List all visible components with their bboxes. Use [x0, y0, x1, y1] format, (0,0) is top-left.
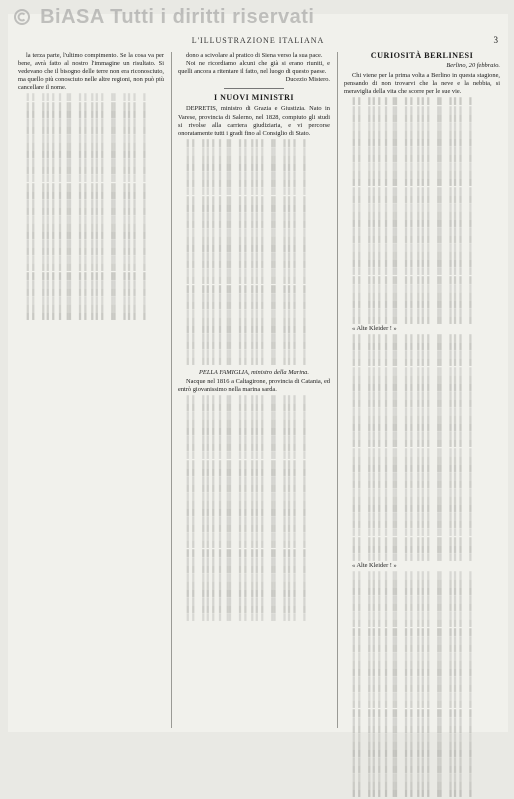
quote-line: « Alte Kleider ! »: [352, 325, 397, 333]
illegible-text-lines: ▐ ▌ ▐▐ ▌▐ ▐▌ ▐ ▌▐▐ ▌ ▐▌ ▐▐ ▌ ▐ ▐ ▌ ▐▐ ▌▐ ▐▌ ▐ ▌▐▐ ▌ ▐▌ ▐▐ ▌ ▐ ▐ ▌ ▐▐ ▌▐ ▐▌ ▐ ▌▐▐ ▌ ▐▌ ▐▐ ▌ ▐ ▐ ▌ ▐▐ ▌▐ ▐▌ ▐ ▌▐▐ ▌ ▐▌ ▐▐ ▌ ▐ ▐ ▌ ▐▐ ▌▐ ▐▌ ▐ ▌▐▐ ▌ ▐▌ ▐▐ ▌ ▐ ▐ ▌ ▐▐ ▌▐ ▐▌ ▐ ▌▐▐ ▌ ▐▌ ▐▐ ▌ ▐ ▐ ▌ ▐▐ ▌▐ ▐▌ ▐ ▌▐▐ ▌ ▐▌ ▐▐ ▌ ▐ ▐ ▌ ▐▐ ▌▐ ▐▌ ▐ ▌▐▐ ▌ ▐▌ ▐▐ ▌ ▐ ▐ ▌ ▐▐ ▌▐ ▐▌ ▐ ▌▐▐ ▌ ▐▌ ▐▐ ▌ ▐ ▐ ▌ ▐▐ ▌▐ ▐▌ ▐ ▌▐▐ ▌ ▐▌ ▐▐ ▌ ▐ ▐ ▌ ▐▐ ▌▐ ▐▌ ▐ ▌▐▐ ▌ ▐▌ ▐▐ ▌ ▐ ▐ ▌ ▐▐ ▌▐ ▐▌ ▐ ▌▐▐ ▌ ▐▌ ▐▐ ▌ ▐ ▐ ▌ ▐▐ ▌▐ ▐▌ ▐ ▌▐▐ ▌ ▐▌ ▐▐ ▌ ▐ ▐ ▌ ▐▐ ▌▐ ▐▌ ▐ ▌▐▐ ▌ ▐▌ ▐▐ ▌ ▐ ▐ ▌ ▐▐ ▌▐ ▐▌ ▐ ▌▐▐ ▌ ▐▌ ▐▐ ▌ ▐ ▐ ▌ ▐▐ ▌▐ ▐▌ ▐ ▌▐▐ ▌ ▐▌ ▐▐ ▌ ▐ ▐ ▌ ▐▐ ▌▐ ▐▌ ▐ ▌▐▐ ▌ ▐▌ ▐▐ ▌ ▐ ▐ ▌ ▐▐ ▌▐ ▐▌ ▐ ▌▐▐ ▌ ▐▌ ▐▐ ▌ ▐ ▐ ▌ ▐▐ ▌▐ ▐▌ ▐ ▌▐▐ ▌ ▐▌ ▐▐ ▌ ▐ ▐ ▌ ▐▐ ▌▐ ▐▌ ▐ ▌▐▐ ▌ ▐▌ ▐▐ ▌ ▐ ▐ ▌ ▐▐ ▌▐ ▐▌ ▐ ▌▐▐ ▌ ▐▌ ▐▐ ▌ ▐ ▐ ▌ ▐▐ ▌▐ ▐▌ ▐ ▌▐▐ ▌ ▐▌ ▐▐ ▌ ▐ ▐ ▌ ▐▐ ▌▐ ▐▌ ▐ ▌▐▐ ▌ ▐▌ ▐▐ ▌ ▐ ▐ ▌ ▐▐ ▌▐ ▐▌ ▐ ▌▐▐ ▌ ▐▌ ▐▐ ▌ ▐ ▐ ▌ ▐▐ ▌▐ ▐▌ ▐ ▌▐▐ ▌ ▐▌ ▐▐ ▌ ▐ ▐ ▌ ▐▐ ▌▐ ▐▌ ▐ ▌▐▐ ▌ ▐▌ ▐▐ ▌ ▐ ▐ ▌ ▐▐ ▌▐ ▐▌ ▐ ▌▐▐ ▌ ▐▌ ▐▐ ▌ ▐ ▐ ▌ ▐▐ ▌▐ ▐▌ ▐ ▌▐▐ ▌ ▐▌ ▐▐ ▌ ▐: [344, 571, 472, 798]
illegible-text-lines: ▐ ▌ ▐▐ ▌▐ ▐▌ ▐ ▌▐▐ ▌ ▐▌ ▐▐ ▌ ▐ ▐ ▌ ▐▐ ▌▐ ▐▌ ▐ ▌▐▐ ▌ ▐▌ ▐▐ ▌ ▐ ▐ ▌ ▐▐ ▌▐ ▐▌ ▐ ▌▐▐ ▌ ▐▌ ▐▐ ▌ ▐ ▐ ▌ ▐▐ ▌▐ ▐▌ ▐ ▌▐▐ ▌ ▐▌ ▐▐ ▌ ▐ ▐ ▌ ▐▐ ▌▐ ▐▌ ▐ ▌▐▐ ▌ ▐▌ ▐▐ ▌ ▐ ▐ ▌ ▐▐ ▌▐ ▐▌ ▐ ▌▐▐ ▌ ▐▌ ▐▐ ▌ ▐ ▐ ▌ ▐▐ ▌▐ ▐▌ ▐ ▌▐▐ ▌ ▐▌ ▐▐ ▌ ▐ ▐ ▌ ▐▐ ▌▐ ▐▌ ▐ ▌▐▐ ▌ ▐▌ ▐▐ ▌ ▐ ▐ ▌ ▐▐ ▌▐ ▐▌ ▐ ▌▐▐ ▌ ▐▌ ▐▐ ▌ ▐ ▐ ▌ ▐▐ ▌▐ ▐▌ ▐ ▌▐▐ ▌ ▐▌ ▐▐ ▌ ▐ ▐ ▌ ▐▐ ▌▐ ▐▌ ▐ ▌▐▐ ▌ ▐▌ ▐▐ ▌ ▐ ▐ ▌ ▐▐ ▌▐ ▐▌ ▐ ▌▐▐ ▌ ▐▌ ▐▐ ▌ ▐ ▐ ▌ ▐▐ ▌▐ ▐▌ ▐ ▌▐▐ ▌ ▐▌ ▐▐ ▌ ▐ ▐ ▌ ▐▐ ▌▐ ▐▌ ▐ ▌▐▐ ▌ ▐▌ ▐▐ ▌ ▐ ▐ ▌ ▐▐ ▌▐ ▐▌ ▐ ▌▐▐ ▌ ▐▌ ▐▐ ▌ ▐ ▐ ▌ ▐▐ ▌▐ ▐▌ ▐ ▌▐▐ ▌ ▐▌ ▐▐ ▌ ▐ ▐ ▌ ▐▐ ▌▐ ▐▌ ▐ ▌▐▐ ▌ ▐▌ ▐▐ ▌ ▐ ▐ ▌ ▐▐ ▌▐ ▐▌ ▐ ▌▐▐ ▌ ▐▌ ▐▐ ▌ ▐ ▐ ▌ ▐▐ ▌▐ ▐▌ ▐ ▌▐▐ ▌ ▐▌ ▐▐ ▌ ▐ ▐ ▌ ▐▐ ▌▐ ▐▌ ▐ ▌▐▐ ▌ ▐▌ ▐▐ ▌ ▐ ▐ ▌ ▐▐ ▌▐ ▐▌ ▐ ▌▐▐ ▌ ▐▌ ▐▐ ▌ ▐ ▐ ▌ ▐▐ ▌▐ ▐▌ ▐ ▌▐▐ ▌ ▐▌ ▐▐ ▌ ▐ ▐ ▌ ▐▐ ▌▐ ▐▌ ▐ ▌▐▐ ▌ ▐▌ ▐▐ ▌ ▐ ▐ ▌ ▐▐ ▌▐ ▐▌ ▐ ▌▐▐ ▌ ▐▌ ▐▐ ▌ ▐ ▐ ▌ ▐▐ ▌▐ ▐▌ ▐ ▌▐▐ ▌ ▐▌ ▐▐ ▌ ▐ ▐ ▌ ▐▐ ▌▐ ▐▌ ▐ ▌▐▐ ▌ ▐▌ ▐▐ ▌ ▐ ▐ ▌ ▐▐ ▌▐ ▐▌ ▐ ▌▐▐ ▌ ▐▌ ▐▐ ▌ ▐ ▐ ▌ ▐▐ ▌▐ ▐▌ ▐ ▌▐▐ ▌ ▐▌ ▐▐ ▌ ▐: [344, 335, 472, 561]
illegible-text-lines: ▐ ▌ ▐▐ ▌▐ ▐▌ ▐ ▌▐▐ ▌ ▐▌ ▐▐ ▌ ▐ ▐ ▌ ▐▐ ▌▐ ▐▌ ▐ ▌▐▐ ▌ ▐▌ ▐▐ ▌ ▐ ▐ ▌ ▐▐ ▌▐ ▐▌ ▐ ▌▐▐ ▌ ▐▌ ▐▐ ▌ ▐ ▐ ▌ ▐▐ ▌▐ ▐▌ ▐ ▌▐▐ ▌ ▐▌ ▐▐ ▌ ▐ ▐ ▌ ▐▐ ▌▐ ▐▌ ▐ ▌▐▐ ▌ ▐▌ ▐▐ ▌ ▐ ▐ ▌ ▐▐ ▌▐ ▐▌ ▐ ▌▐▐ ▌ ▐▌ ▐▐ ▌ ▐ ▐ ▌ ▐▐ ▌▐ ▐▌ ▐ ▌▐▐ ▌ ▐▌ ▐▐ ▌ ▐ ▐ ▌ ▐▐ ▌▐ ▐▌ ▐ ▌▐▐ ▌ ▐▌ ▐▐ ▌ ▐ ▐ ▌ ▐▐ ▌▐ ▐▌ ▐ ▌▐▐ ▌ ▐▌ ▐▐ ▌ ▐ ▐ ▌ ▐▐ ▌▐ ▐▌ ▐ ▌▐▐ ▌ ▐▌ ▐▐ ▌ ▐ ▐ ▌ ▐▐ ▌▐ ▐▌ ▐ ▌▐▐ ▌ ▐▌ ▐▐ ▌ ▐ ▐ ▌ ▐▐ ▌▐ ▐▌ ▐ ▌▐▐ ▌ ▐▌ ▐▐ ▌ ▐ ▐ ▌ ▐▐ ▌▐ ▐▌ ▐ ▌▐▐ ▌ ▐▌ ▐▐ ▌ ▐ ▐ ▌ ▐▐ ▌▐ ▐▌ ▐ ▌▐▐ ▌ ▐▌ ▐▐ ▌ ▐ ▐ ▌ ▐▐ ▌▐ ▐▌ ▐ ▌▐▐ ▌ ▐▌ ▐▐ ▌ ▐ ▐ ▌ ▐▐ ▌▐ ▐▌ ▐ ▌▐▐ ▌ ▐▌ ▐▐ ▌ ▐ ▐ ▌ ▐▐ ▌▐ ▐▌ ▐ ▌▐▐ ▌ ▐▌ ▐▐ ▌ ▐ ▐ ▌ ▐▐ ▌▐ ▐▌ ▐ ▌▐▐ ▌ ▐▌ ▐▐ ▌ ▐ ▐ ▌ ▐▐ ▌▐ ▐▌ ▐ ▌▐▐ ▌ ▐▌ ▐▐ ▌ ▐ ▐ ▌ ▐▐ ▌▐ ▐▌ ▐ ▌▐▐ ▌ ▐▌ ▐▐ ▌ ▐ ▐ ▌ ▐▐ ▌▐ ▐▌ ▐ ▌▐▐ ▌ ▐▌ ▐▐ ▌ ▐ ▐ ▌ ▐▐ ▌▐ ▐▌ ▐ ▌▐▐ ▌ ▐▌ ▐▐ ▌ ▐ ▐ ▌ ▐▐ ▌▐ ▐▌ ▐ ▌▐▐ ▌ ▐▌ ▐▐ ▌ ▐ ▐ ▌ ▐▐ ▌▐ ▐▌ ▐ ▌▐▐ ▌ ▐▌ ▐▐ ▌ ▐ ▐ ▌ ▐▐ ▌▐ ▐▌ ▐ ▌▐▐ ▌ ▐▌ ▐▐ ▌ ▐ ▐ ▌ ▐▐ ▌▐ ▐▌ ▐ ▌▐▐ ▌ ▐▌ ▐▐ ▌ ▐ ▐ ▌ ▐▐ ▌▐ ▐▌ ▐ ▌▐▐ ▌ ▐▌ ▐▐ ▌ ▐ ▐ ▌ ▐▐ ▌▐ ▐▌ ▐ ▌▐▐ ▌ ▐▌ ▐▐ ▌ ▐: [178, 395, 306, 622]
illegible-text-lines: ▐ ▌ ▐▐ ▌▐ ▐▌ ▐ ▌▐▐ ▌ ▐▌ ▐▐ ▌ ▐ ▐ ▌ ▐▐ ▌▐ ▐▌ ▐ ▌▐▐ ▌ ▐▌ ▐▐ ▌ ▐ ▐ ▌ ▐▐ ▌▐ ▐▌ ▐ ▌▐▐ ▌ ▐▌ ▐▐ ▌ ▐ ▐ ▌ ▐▐ ▌▐ ▐▌ ▐ ▌▐▐ ▌ ▐▌ ▐▐ ▌ ▐ ▐ ▌ ▐▐ ▌▐ ▐▌ ▐ ▌▐▐ ▌ ▐▌ ▐▐ ▌ ▐ ▐ ▌ ▐▐ ▌▐ ▐▌ ▐ ▌▐▐ ▌ ▐▌ ▐▐ ▌ ▐ ▐ ▌ ▐▐ ▌▐ ▐▌ ▐ ▌▐▐ ▌ ▐▌ ▐▐ ▌ ▐ ▐ ▌ ▐▐ ▌▐ ▐▌ ▐ ▌▐▐ ▌ ▐▌ ▐▐ ▌ ▐ ▐ ▌ ▐▐ ▌▐ ▐▌ ▐ ▌▐▐ ▌ ▐▌ ▐▐ ▌ ▐ ▐ ▌ ▐▐ ▌▐ ▐▌ ▐ ▌▐▐ ▌ ▐▌ ▐▐ ▌ ▐ ▐ ▌ ▐▐ ▌▐ ▐▌ ▐ ▌▐▐ ▌ ▐▌ ▐▐ ▌ ▐ ▐ ▌ ▐▐ ▌▐ ▐▌ ▐ ▌▐▐ ▌ ▐▌ ▐▐ ▌ ▐ ▐ ▌ ▐▐ ▌▐ ▐▌ ▐ ▌▐▐ ▌ ▐▌ ▐▐ ▌ ▐ ▐ ▌ ▐▐ ▌▐ ▐▌ ▐ ▌▐▐ ▌ ▐▌ ▐▐ ▌ ▐ ▐ ▌ ▐▐ ▌▐ ▐▌ ▐ ▌▐▐ ▌ ▐▌ ▐▐ ▌ ▐ ▐ ▌ ▐▐ ▌▐ ▐▌ ▐ ▌▐▐ ▌ ▐▌ ▐▐ ▌ ▐ ▐ ▌ ▐▐ ▌▐ ▐▌ ▐ ▌▐▐ ▌ ▐▌ ▐▐ ▌ ▐ ▐ ▌ ▐▐ ▌▐ ▐▌ ▐ ▌▐▐ ▌ ▐▌ ▐▐ ▌ ▐ ▐ ▌ ▐▐ ▌▐ ▐▌ ▐ ▌▐▐ ▌ ▐▌ ▐▐ ▌ ▐ ▐ ▌ ▐▐ ▌▐ ▐▌ ▐ ▌▐▐ ▌ ▐▌ ▐▐ ▌ ▐ ▐ ▌ ▐▐ ▌▐ ▐▌ ▐ ▌▐▐ ▌ ▐▌ ▐▐ ▌ ▐ ▐ ▌ ▐▐ ▌▐ ▐▌ ▐ ▌▐▐ ▌ ▐▌ ▐▐ ▌ ▐ ▐ ▌ ▐▐ ▌▐ ▐▌ ▐ ▌▐▐ ▌ ▐▌ ▐▐ ▌ ▐ ▐ ▌ ▐▐ ▌▐ ▐▌ ▐ ▌▐▐ ▌ ▐▌ ▐▐ ▌ ▐ ▐ ▌ ▐▐ ▌▐ ▐▌ ▐ ▌▐▐ ▌ ▐▌ ▐▐ ▌ ▐ ▐ ▌ ▐▐ ▌▐ ▐▌ ▐ ▌▐▐ ▌ ▐▌ ▐▐ ▌ ▐ ▐ ▌ ▐▐ ▌▐ ▐▌ ▐ ▌▐▐ ▌ ▐▌ ▐▐ ▌ ▐ ▐ ▌ ▐▐ ▌▐ ▐▌ ▐ ▌▐▐ ▌ ▐▌ ▐▐ ▌ ▐: [344, 98, 472, 324]
column-left: [18, 52, 164, 728]
article-paragraph: dono a scivolare al pratico di Siena verso la sua pace.: [186, 52, 323, 59]
watermark: [14, 6, 314, 29]
dateline: Berlino, 20 febbraio.: [446, 62, 500, 70]
article-signature: Ducezio Mistero.: [285, 76, 330, 84]
watermark-text: BiASA Tutti i diritti riservati: [40, 6, 315, 28]
article-paragraph: Noi ne ricordiamo alcuni che già si erano riuniti, e quelli ancora a ritentare il fatto, nel luogo di questo paese.: [178, 60, 330, 76]
running-title: L'ILLUSTRAZIONE ITALIANA: [191, 36, 325, 45]
divider: [224, 88, 285, 89]
newspaper-page: [8, 14, 508, 798]
column-right: [344, 51, 500, 798]
copyright-icon: [14, 9, 30, 25]
illegible-text-lines: ▐ ▌ ▐▐ ▌▐ ▐▌ ▐ ▌▐▐ ▌ ▐▌ ▐▐ ▌ ▐ ▐ ▌ ▐▐ ▌▐ ▐▌ ▐ ▌▐▐ ▌ ▐▌ ▐▐ ▌ ▐ ▐ ▌ ▐▐ ▌▐ ▐▌ ▐ ▌▐▐ ▌ ▐▌ ▐▐ ▌ ▐ ▐ ▌ ▐▐ ▌▐ ▐▌ ▐ ▌▐▐ ▌ ▐▌ ▐▐ ▌ ▐ ▐ ▌ ▐▐ ▌▐ ▐▌ ▐ ▌▐▐ ▌ ▐▌ ▐▐ ▌ ▐ ▐ ▌ ▐▐ ▌▐ ▐▌ ▐ ▌▐▐ ▌ ▐▌ ▐▐ ▌ ▐ ▐ ▌ ▐▐ ▌▐ ▐▌ ▐ ▌▐▐ ▌ ▐▌ ▐▐ ▌ ▐ ▐ ▌ ▐▐ ▌▐ ▐▌ ▐ ▌▐▐ ▌ ▐▌ ▐▐ ▌ ▐ ▐ ▌ ▐▐ ▌▐ ▐▌ ▐ ▌▐▐ ▌ ▐▌ ▐▐ ▌ ▐ ▐ ▌ ▐▐ ▌▐ ▐▌ ▐ ▌▐▐ ▌ ▐▌ ▐▐ ▌ ▐ ▐ ▌ ▐▐ ▌▐ ▐▌ ▐ ▌▐▐ ▌ ▐▌ ▐▐ ▌ ▐ ▐ ▌ ▐▐ ▌▐ ▐▌ ▐ ▌▐▐ ▌ ▐▌ ▐▐ ▌ ▐ ▐ ▌ ▐▐ ▌▐ ▐▌ ▐ ▌▐▐ ▌ ▐▌ ▐▐ ▌ ▐ ▐ ▌ ▐▐ ▌▐ ▐▌ ▐ ▌▐▐ ▌ ▐▌ ▐▐ ▌ ▐ ▐ ▌ ▐▐ ▌▐ ▐▌ ▐ ▌▐▐ ▌ ▐▌ ▐▐ ▌ ▐ ▐ ▌ ▐▐ ▌▐ ▐▌ ▐ ▌▐▐ ▌ ▐▌ ▐▐ ▌ ▐ ▐ ▌ ▐▐ ▌▐ ▐▌ ▐ ▌▐▐ ▌ ▐▌ ▐▐ ▌ ▐ ▐ ▌ ▐▐ ▌▐ ▐▌ ▐ ▌▐▐ ▌ ▐▌ ▐▐ ▌ ▐ ▐ ▌ ▐▐ ▌▐ ▐▌ ▐ ▌▐▐ ▌ ▐▌ ▐▐ ▌ ▐ ▐ ▌ ▐▐ ▌▐ ▐▌ ▐ ▌▐▐ ▌ ▐▌ ▐▐ ▌ ▐ ▐ ▌ ▐▐ ▌▐ ▐▌ ▐ ▌▐▐ ▌ ▐▌ ▐▐ ▌ ▐ ▐ ▌ ▐▐ ▌▐ ▐▌ ▐ ▌▐▐ ▌ ▐▌ ▐▐ ▌ ▐ ▐ ▌ ▐▐ ▌▐ ▐▌ ▐ ▌▐▐ ▌ ▐▌ ▐▐ ▌ ▐ ▐ ▌ ▐▐ ▌▐ ▐▌ ▐ ▌▐▐ ▌ ▐▌ ▐▐ ▌ ▐ ▐ ▌ ▐▐ ▌▐ ▐▌ ▐ ▌▐▐ ▌ ▐▌ ▐▐ ▌ ▐ ▐ ▌ ▐▐ ▌▐ ▐▌ ▐ ▌▐▐ ▌ ▐▌ ▐▐ ▌ ▐ ▐ ▌ ▐▐ ▌▐ ▐▌ ▐ ▌▐▐ ▌ ▐▌ ▐▐ ▌ ▐ ▐ ▌ ▐▐ ▌▐ ▐▌ ▐ ▌▐▐ ▌ ▐▌ ▐▐ ▌ ▐: [178, 139, 306, 366]
illegible-text-lines: ▐ ▌ ▐▐ ▌▐ ▐▌ ▐ ▌▐▐ ▌ ▐▌ ▐▐ ▌ ▐ ▐ ▌ ▐▐ ▌▐ ▐▌ ▐ ▌▐▐ ▌ ▐▌ ▐▐ ▌ ▐ ▐ ▌ ▐▐ ▌▐ ▐▌ ▐ ▌▐▐ ▌ ▐▌ ▐▐ ▌ ▐ ▐ ▌ ▐▐ ▌▐ ▐▌ ▐ ▌▐▐ ▌ ▐▌ ▐▐ ▌ ▐ ▐ ▌ ▐▐ ▌▐ ▐▌ ▐ ▌▐▐ ▌ ▐▌ ▐▐ ▌ ▐ ▐ ▌ ▐▐ ▌▐ ▐▌ ▐ ▌▐▐ ▌ ▐▌ ▐▐ ▌ ▐ ▐ ▌ ▐▐ ▌▐ ▐▌ ▐ ▌▐▐ ▌ ▐▌ ▐▐ ▌ ▐ ▐ ▌ ▐▐ ▌▐ ▐▌ ▐ ▌▐▐ ▌ ▐▌ ▐▐ ▌ ▐ ▐ ▌ ▐▐ ▌▐ ▐▌ ▐ ▌▐▐ ▌ ▐▌ ▐▐ ▌ ▐ ▐ ▌ ▐▐ ▌▐ ▐▌ ▐ ▌▐▐ ▌ ▐▌ ▐▐ ▌ ▐ ▐ ▌ ▐▐ ▌▐ ▐▌ ▐ ▌▐▐ ▌ ▐▌ ▐▐ ▌ ▐ ▐ ▌ ▐▐ ▌▐ ▐▌ ▐ ▌▐▐ ▌ ▐▌ ▐▐ ▌ ▐ ▐ ▌ ▐▐ ▌▐ ▐▌ ▐ ▌▐▐ ▌ ▐▌ ▐▐ ▌ ▐ ▐ ▌ ▐▐ ▌▐ ▐▌ ▐ ▌▐▐ ▌ ▐▌ ▐▐ ▌ ▐ ▐ ▌ ▐▐ ▌▐ ▐▌ ▐ ▌▐▐ ▌ ▐▌ ▐▐ ▌ ▐ ▐ ▌ ▐▐ ▌▐ ▐▌ ▐ ▌▐▐ ▌ ▐▌ ▐▐ ▌ ▐ ▐ ▌ ▐▐ ▌▐ ▐▌ ▐ ▌▐▐ ▌ ▐▌ ▐▐ ▌ ▐ ▐ ▌ ▐▐ ▌▐ ▐▌ ▐ ▌▐▐ ▌ ▐▌ ▐▐ ▌ ▐ ▐ ▌ ▐▐ ▌▐ ▐▌ ▐ ▌▐▐ ▌ ▐▌ ▐▐ ▌ ▐ ▐ ▌ ▐▐ ▌▐ ▐▌ ▐ ▌▐▐ ▌ ▐▌ ▐▐ ▌ ▐ ▐ ▌ ▐▐ ▌▐ ▐▌ ▐ ▌▐▐ ▌ ▐▌ ▐▐ ▌ ▐ ▐ ▌ ▐▐ ▌▐ ▐▌ ▐ ▌▐▐ ▌ ▐▌ ▐▐ ▌ ▐ ▐ ▌ ▐▐ ▌▐ ▐▌ ▐ ▌▐▐ ▌ ▐▌ ▐▐ ▌ ▐ ▐ ▌ ▐▐ ▌▐ ▐▌ ▐ ▌▐▐ ▌ ▐▌ ▐▐ ▌ ▐ ▐ ▌ ▐▐ ▌▐ ▐▌ ▐ ▌▐▐ ▌ ▐▌ ▐▐ ▌ ▐ ▐ ▌ ▐▐ ▌▐ ▐▌ ▐ ▌▐▐ ▌ ▐▌ ▐▐ ▌ ▐ ▐ ▌ ▐▐ ▌▐ ▐▌ ▐ ▌▐▐ ▌ ▐▌ ▐▐ ▌ ▐ ▐ ▌ ▐▐ ▌▐ ▐▌ ▐ ▌▐▐ ▌ ▐▌ ▐▐ ▌ ▐: [18, 94, 146, 320]
subheading: PELLA FAMIGLIA, ministro della Marina.: [199, 369, 309, 377]
article-paragraph: Chi viene per la prima volta a Berlino in questa stagione, pensando di non trovarvi che la neve e la nebbia, si meraviglia della vita che scorre per le sue vie.: [344, 72, 500, 96]
column-center: [178, 52, 330, 728]
section-title: I NUOVI MINISTRI: [213, 93, 294, 103]
section-title: CURIOSITÀ BERLINESI: [370, 51, 474, 60]
column-rule: [337, 52, 338, 728]
article-paragraph: DEPRETIS, ministro di Grazia e Giustizia. Nato in Varese, provincia di Salerno, nel 1828, compiuto gli studi si rivolse alla carriera giudiziaria, e vi percorse onoratamente tutti i gradi fino al Consiglio di Stato.: [178, 105, 330, 137]
quote-line: « Alte Kleider ! »: [352, 561, 397, 569]
page-number: 3: [493, 35, 498, 45]
article-paragraph: la terza parte, l'ultimo compimento. Se la cosa va per bene, avrà fatto al nostro l'immagine un risultato. Si vedevano che il bisogno delle terre non era riconosciuto, ma quello più conosciuto nelle altre regioni, non può più cancellare il nome.: [18, 52, 164, 92]
article-paragraph: Nacque nel 1816 a Caltagirone, provincia di Catania, ed entrò giovanissimo nella marina sarda.: [178, 377, 330, 393]
column-rule: [171, 52, 172, 728]
